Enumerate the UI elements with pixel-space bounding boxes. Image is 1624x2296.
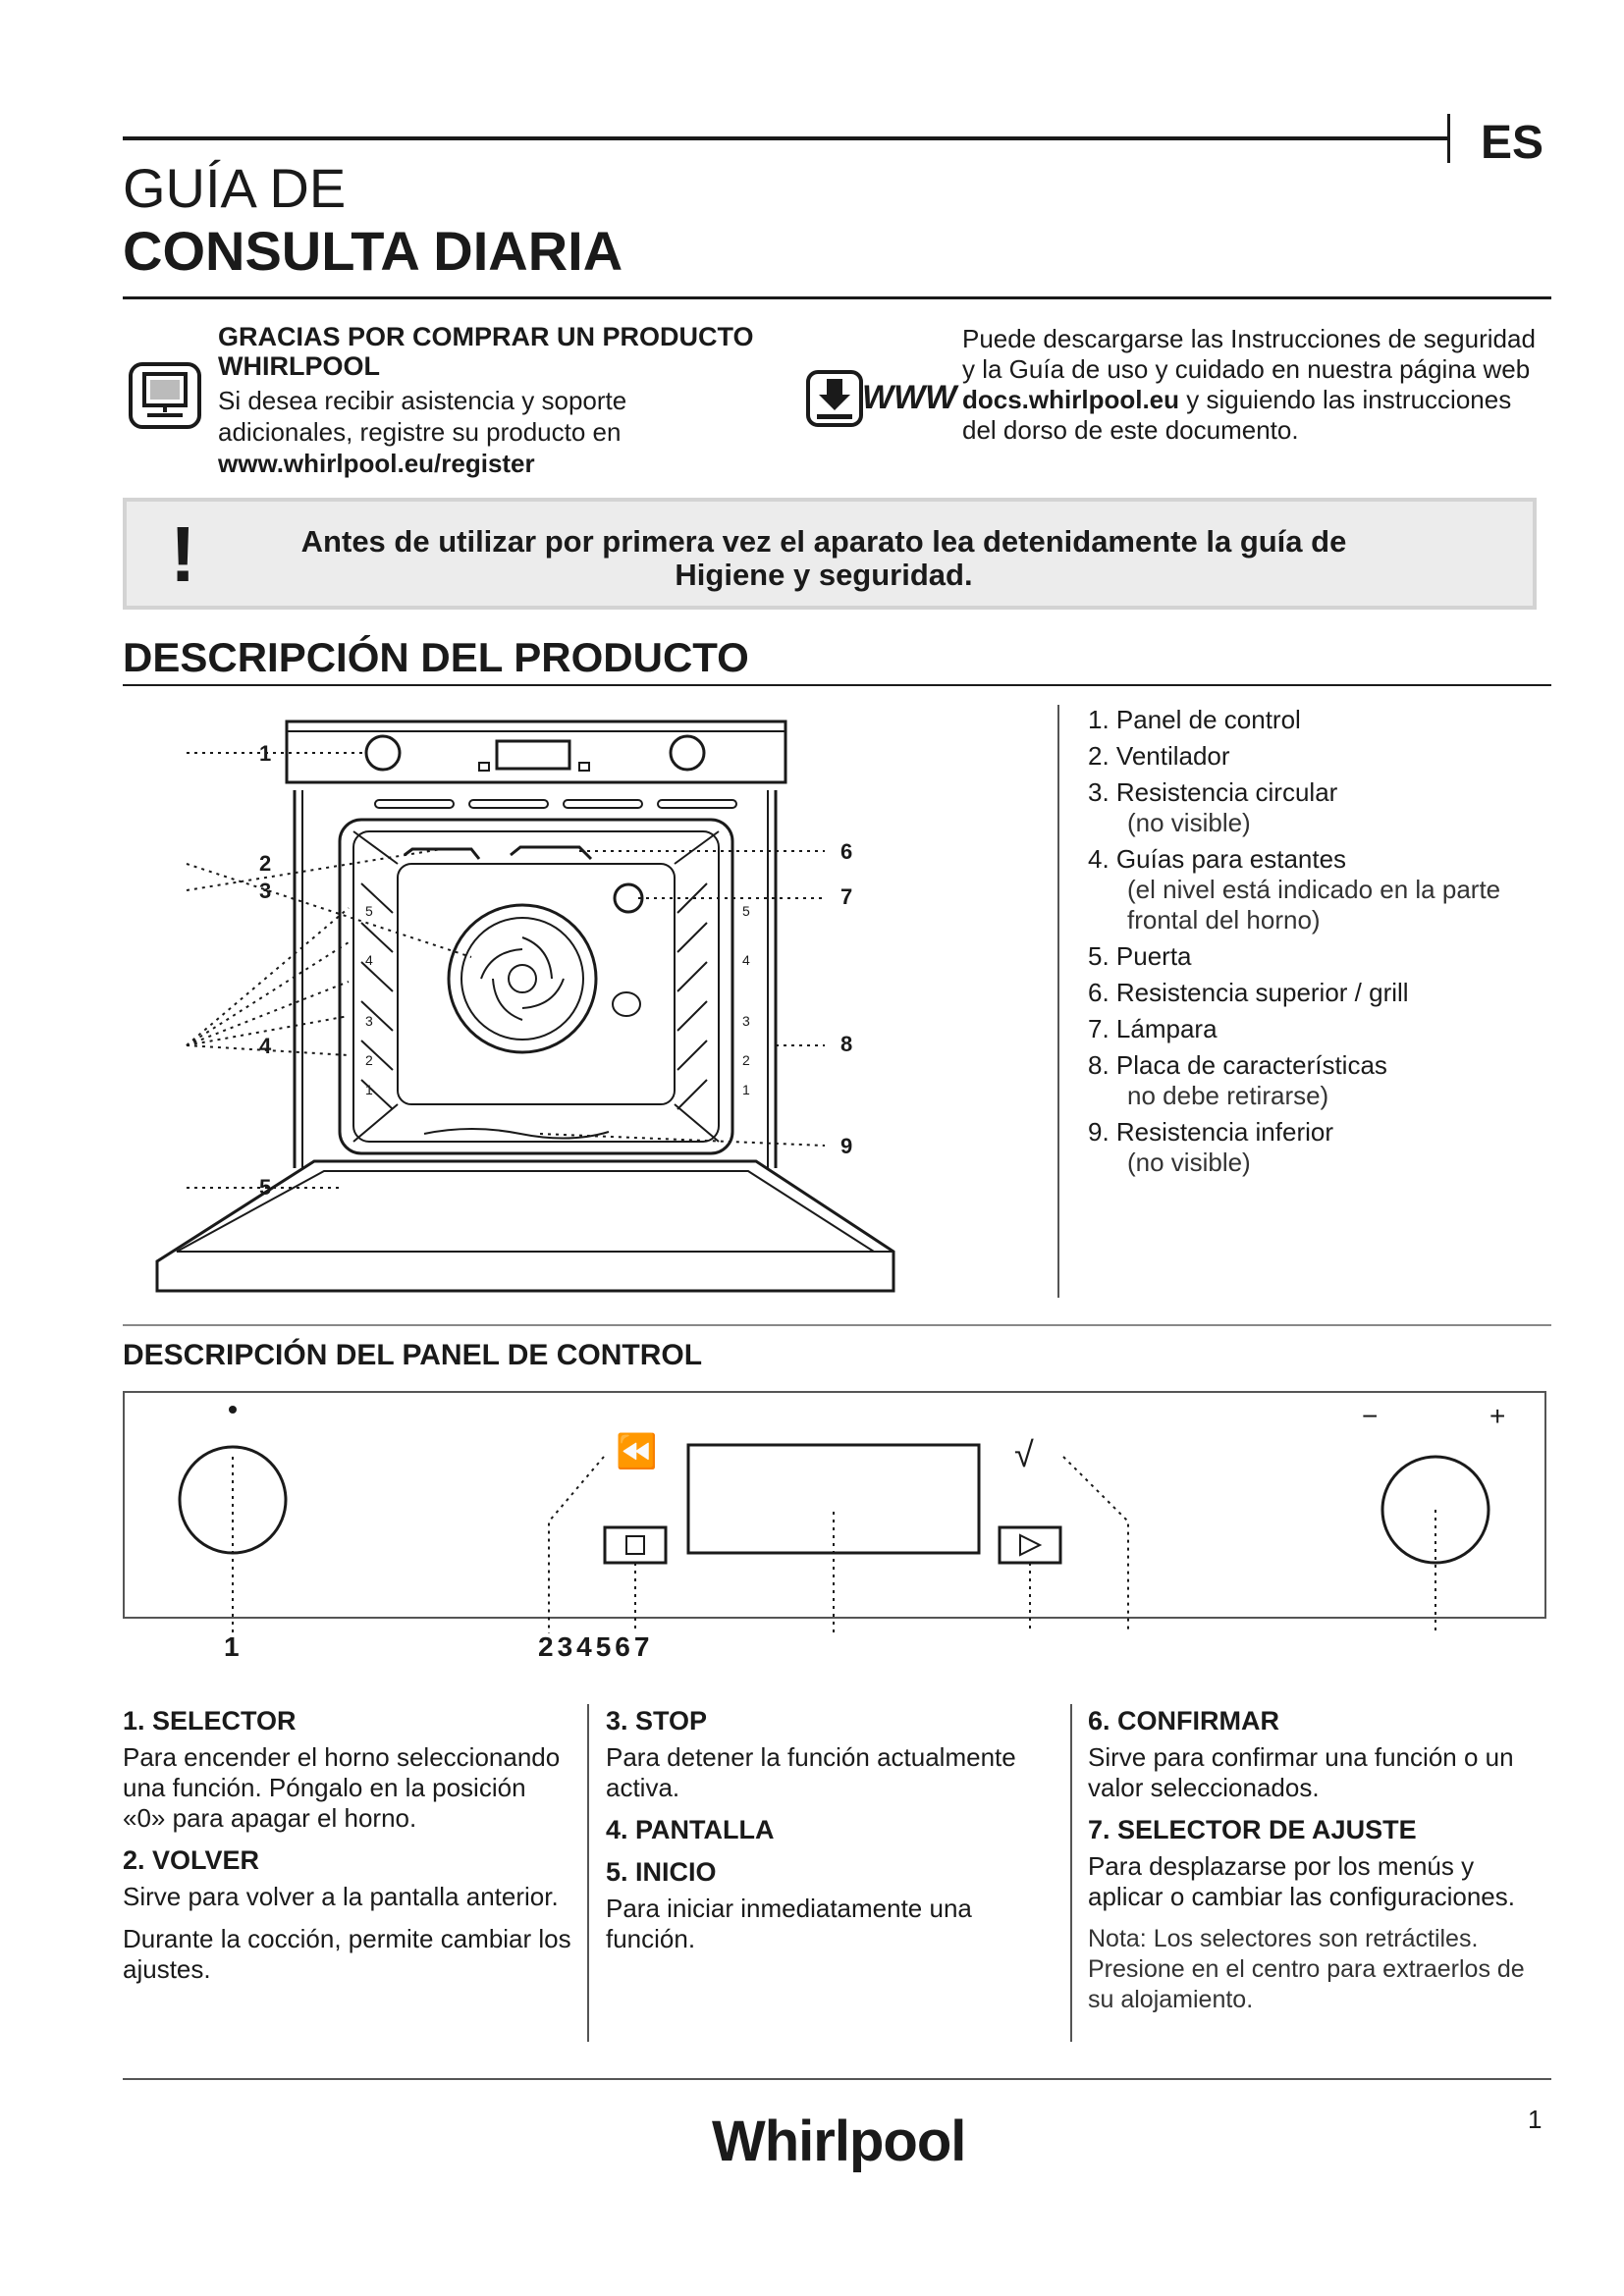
- back-text-2: Durante la cocción, permite cambiar los ajustes.: [123, 1924, 571, 1984]
- callout-9: 9: [840, 1134, 853, 1158]
- download-url[interactable]: docs.whirlpool.eu: [962, 385, 1180, 414]
- selector-dot: [229, 1406, 237, 1414]
- part-item-9: 9. Resistencia inferior (no visible): [1088, 1117, 1333, 1177]
- oven-fan: [449, 905, 596, 1052]
- title-rule: [123, 296, 1551, 299]
- part-item-8: 8. Placa de características no debe retirarse): [1088, 1050, 1387, 1110]
- callout-4: 4: [259, 1034, 272, 1058]
- top-rule: [123, 136, 1448, 140]
- stop-heading: 3. STOP: [606, 1706, 708, 1735]
- part-item-3: 3. Resistencia circular (no visible): [1088, 777, 1338, 837]
- display-heading: 4. PANTALLA: [606, 1815, 775, 1844]
- callout-3: 3: [259, 879, 272, 903]
- download-text-1: Puede descargarse las Instrucciones de seguridad y la Guía de uso y cuidado en nuestra página web: [962, 324, 1536, 384]
- rack-level-right-1: 1: [742, 1082, 750, 1097]
- page-title-line2: CONSULTA DIARIA: [123, 220, 623, 282]
- oven-display: [497, 741, 569, 769]
- register-text: Si desea recibir asistencia y soporte adicionales, registre su producto en: [218, 386, 627, 447]
- part-item-1: 1. Panel de control: [1088, 705, 1301, 734]
- oven-lamp: [615, 884, 642, 912]
- rack-level-right-4: 4: [742, 952, 750, 968]
- rack-level-left-3: 3: [365, 1013, 373, 1029]
- page-number: 1: [1528, 2105, 1543, 2134]
- callout-8: 8: [840, 1032, 853, 1056]
- monitor-icon: [128, 361, 202, 432]
- page-title-line1: GUÍA DE: [123, 157, 347, 219]
- callout-5: 5: [259, 1175, 272, 1200]
- rack-level-left-2: 2: [365, 1052, 373, 1068]
- rack-level-right-5: 5: [742, 903, 750, 919]
- part-item-4: 4. Guías para estantes (el nivel está indicado en la parte frontal del horno): [1088, 844, 1501, 934]
- stop-button-icon: [605, 1527, 666, 1563]
- download-paragraph: [962, 324, 1551, 446]
- selector-text: Para encender el horno seleccionando una función. Póngalo en la posición «0» para apagar el horno.: [123, 1742, 561, 1833]
- start-heading: 5. INICIO: [606, 1857, 717, 1887]
- col-separator-2: [1070, 1704, 1072, 2042]
- exclamation-icon: !: [170, 510, 196, 598]
- rack-level-left-5: 5: [365, 903, 373, 919]
- product-heading: DESCRIPCIÓN DEL PRODUCTO: [123, 634, 749, 680]
- footer-rule: [123, 2078, 1551, 2080]
- rack-level-left-4: 4: [365, 952, 373, 968]
- thanks-heading: GRACIAS POR COMPRAR UN PRODUCTO WHIRLPOOL: [218, 322, 754, 381]
- panel-col-2: [606, 1706, 1067, 1966]
- callout-2: 2: [259, 851, 272, 876]
- download-text-2: y siguiendo las instrucciones del dorso de este documento.: [962, 385, 1512, 445]
- panel-heading: DESCRIPCIÓN DEL PANEL DE CONTROL: [123, 1339, 703, 1371]
- warning-text: Antes de utilizar por primera vez el aparato lea detenidamente la guía de Higiene y seguridad.: [300, 524, 1347, 592]
- rack-level-right-3: 3: [742, 1013, 750, 1029]
- plus-icon: +: [1489, 1401, 1506, 1431]
- start-text: Para iniciar inmediatamente una función.: [606, 1894, 972, 1953]
- callout-7: 7: [840, 884, 853, 909]
- product-parts-list: [1088, 705, 1559, 1184]
- register-url[interactable]: www.whirlpool.eu/register: [218, 449, 535, 478]
- rack-level-right-2: 2: [742, 1052, 750, 1068]
- adjust-heading: 7. SELECTOR DE AJUSTE: [1088, 1815, 1417, 1844]
- rack-level-left-1: 1: [365, 1082, 373, 1097]
- panel-top-rule: [123, 1324, 1551, 1326]
- top-rule-tick: [1447, 114, 1450, 163]
- panel-label-2-7: 234567: [538, 1631, 654, 1662]
- panel-label-1: 1: [224, 1631, 240, 1662]
- oven-diagram: [147, 702, 952, 1310]
- register-paragraph: [218, 385, 729, 479]
- callout-1: 1: [259, 741, 272, 766]
- oven-right-knob: [671, 736, 704, 770]
- panel-col-1: [123, 1706, 574, 1997]
- whirlpool-logo: Whirlpool: [712, 2109, 966, 2173]
- stop-text: Para detener la función actualmente activa.: [606, 1742, 1016, 1802]
- confirm-heading: 6. CONFIRMAR: [1088, 1706, 1279, 1735]
- control-panel-diagram: [123, 1386, 1556, 1641]
- panel-col-3: [1088, 1706, 1549, 2015]
- product-vsep: [1057, 705, 1059, 1298]
- back-text-1: Sirve para volver a la pantalla anterior.: [123, 1882, 559, 1911]
- warning-box: [123, 498, 1537, 610]
- col-separator-1: [587, 1704, 589, 2042]
- back-icon: ⏪: [616, 1433, 658, 1470]
- language-code: ES: [1481, 117, 1544, 169]
- back-heading: 2. VOLVER: [123, 1845, 260, 1875]
- part-item-7: 7. Lámpara: [1088, 1014, 1218, 1043]
- download-icon: [805, 369, 864, 428]
- confirm-text: Sirve para confirmar una función o un valor seleccionados.: [1088, 1742, 1514, 1802]
- adjust-text: Para desplazarse por los menús y aplicar o cambiar las configuraciones.: [1088, 1851, 1515, 1911]
- www-label: WWW: [862, 379, 957, 416]
- part-item-2: 2. Ventilador: [1088, 741, 1230, 771]
- start-button-icon: [1000, 1527, 1060, 1563]
- part-item-6: 6. Resistencia superior / grill: [1088, 978, 1409, 1007]
- part-item-5: 5. Puerta: [1088, 941, 1192, 971]
- confirm-icon: √: [1014, 1434, 1034, 1474]
- product-rule: [123, 684, 1551, 686]
- retractable-note: Nota: Los selectores son retráctiles. Presione en el centro para extraerlos de su alojamiento.: [1088, 1925, 1525, 2013]
- selector-heading: 1. SELECTOR: [123, 1706, 297, 1735]
- oven-left-knob: [366, 736, 400, 770]
- callout-6: 6: [840, 839, 853, 864]
- minus-icon: −: [1362, 1401, 1379, 1431]
